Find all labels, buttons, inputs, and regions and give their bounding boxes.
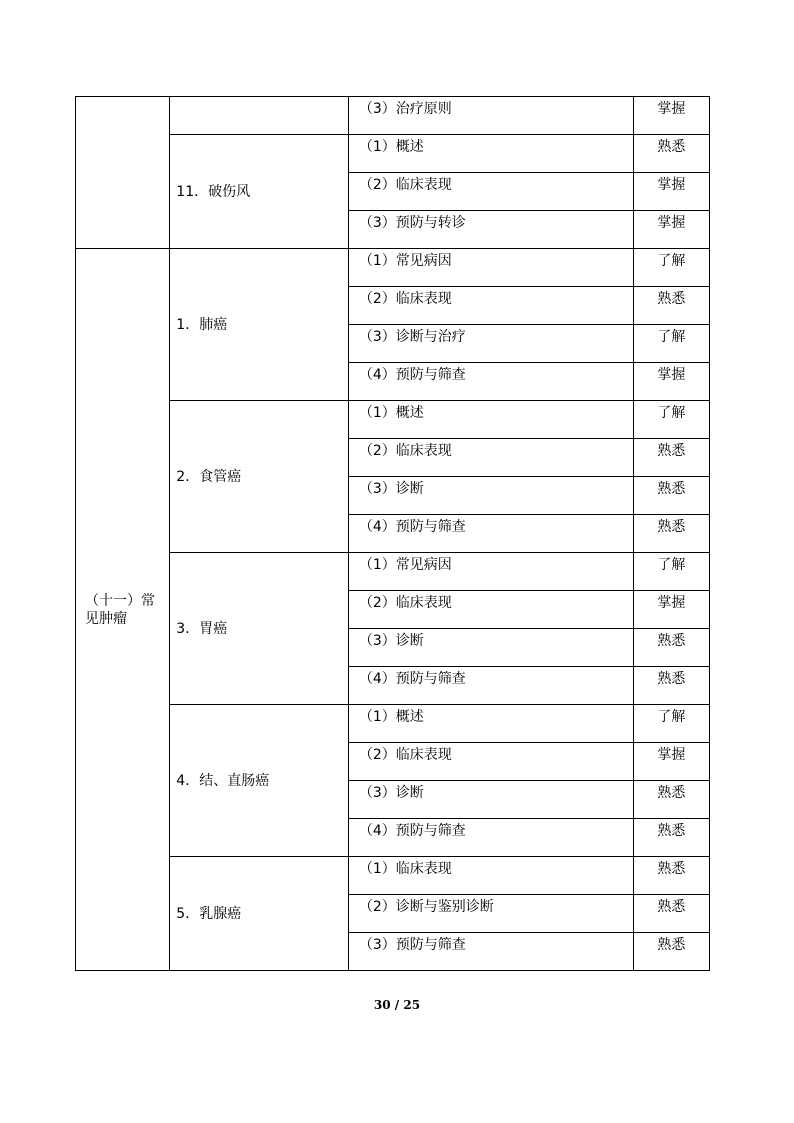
topic-cell: 4．结、直肠癌 — [170, 705, 349, 857]
item-cell: （2）临床表现 — [348, 591, 633, 629]
table-row — [76, 97, 710, 135]
table-row — [76, 705, 710, 743]
item-cell: （4）预防与筛查 — [348, 363, 633, 401]
topic-cell: 5．乳腺癌 — [170, 857, 349, 971]
topic-cell: 2．食管癌 — [170, 401, 349, 553]
item-cell: （2）临床表现 — [348, 287, 633, 325]
item-cell: （3）预防与筛查 — [348, 933, 633, 971]
item-cell: （3）治疗原则 — [348, 97, 633, 135]
level-cell: 熟悉 — [633, 819, 709, 857]
item-cell: （1）概述 — [348, 135, 633, 173]
item-cell: （4）预防与筛查 — [348, 515, 633, 553]
table-row — [76, 553, 710, 591]
level-cell: 熟悉 — [633, 515, 709, 553]
level-cell: 掌握 — [633, 173, 709, 211]
item-cell: （3）预防与转诊 — [348, 211, 633, 249]
item-cell: （3）诊断 — [348, 477, 633, 515]
syllabus-table — [75, 96, 710, 971]
level-cell: 了解 — [633, 249, 709, 287]
topic-cell: 1．肺癌 — [170, 249, 349, 401]
level-cell: 掌握 — [633, 591, 709, 629]
level-cell: 熟悉 — [633, 135, 709, 173]
topic-cell: 3．胃癌 — [170, 553, 349, 705]
item-cell: （1）概述 — [348, 705, 633, 743]
item-cell: （2）诊断与鉴别诊断 — [348, 895, 633, 933]
topic-cell — [170, 97, 349, 135]
level-cell: 熟悉 — [633, 439, 709, 477]
item-cell: （1）常见病因 — [348, 249, 633, 287]
level-cell: 了解 — [633, 401, 709, 439]
category-cell: （十一）常见肿瘤 — [76, 249, 170, 971]
level-cell: 熟悉 — [633, 933, 709, 971]
level-cell: 掌握 — [633, 97, 709, 135]
level-cell: 掌握 — [633, 211, 709, 249]
item-cell: （2）临床表现 — [348, 439, 633, 477]
level-cell: 熟悉 — [633, 287, 709, 325]
level-cell: 掌握 — [633, 363, 709, 401]
level-cell: 了解 — [633, 553, 709, 591]
level-cell: 熟悉 — [633, 667, 709, 705]
item-cell: （1）临床表现 — [348, 857, 633, 895]
level-cell: 了解 — [633, 705, 709, 743]
table-row — [76, 857, 710, 895]
item-cell: （1）常见病因 — [348, 553, 633, 591]
table-row — [76, 135, 710, 173]
level-cell: 熟悉 — [633, 895, 709, 933]
item-cell: （4）预防与筛查 — [348, 819, 633, 857]
category-cell — [76, 97, 170, 249]
page-number: 30 / 25 — [373, 998, 421, 1012]
table-row — [76, 249, 710, 287]
level-cell: 熟悉 — [633, 781, 709, 819]
item-cell: （4）预防与筛查 — [348, 667, 633, 705]
table-row — [76, 401, 710, 439]
topic-cell: 11．破伤风 — [170, 135, 349, 249]
level-cell: 了解 — [633, 325, 709, 363]
item-cell: （2）临床表现 — [348, 743, 633, 781]
item-cell: （1）概述 — [348, 401, 633, 439]
item-cell: （3）诊断与治疗 — [348, 325, 633, 363]
item-cell: （3）诊断 — [348, 781, 633, 819]
level-cell: 熟悉 — [633, 477, 709, 515]
level-cell: 熟悉 — [633, 629, 709, 667]
item-cell: （2）临床表现 — [348, 173, 633, 211]
item-cell: （3）诊断 — [348, 629, 633, 667]
level-cell: 掌握 — [633, 743, 709, 781]
level-cell: 熟悉 — [633, 857, 709, 895]
